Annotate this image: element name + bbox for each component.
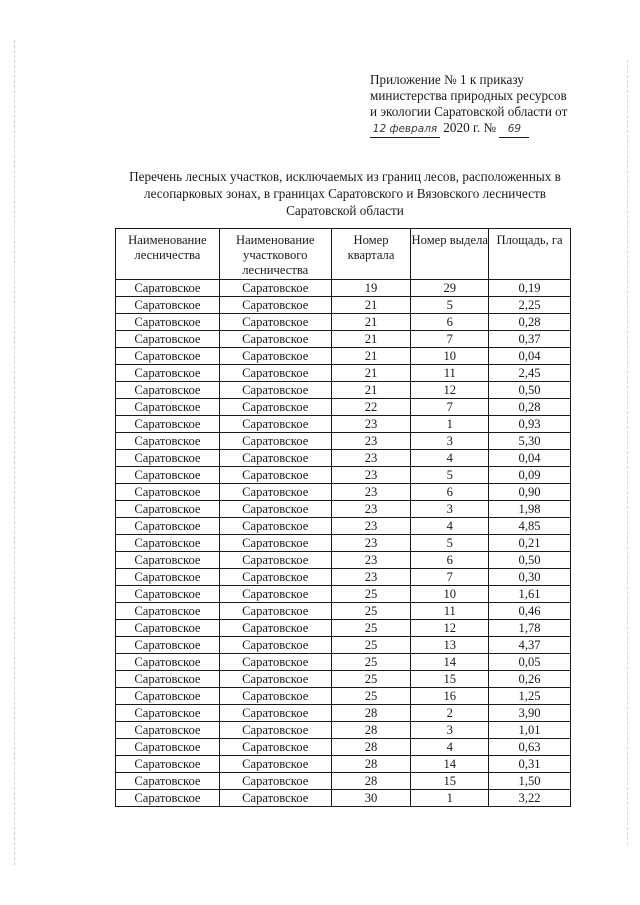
forestry-cell: Саратовское [116, 518, 220, 535]
allotment-cell: 15 [411, 773, 489, 790]
allotment-cell: 4 [411, 450, 489, 467]
forestry-cell: Саратовское [116, 331, 220, 348]
quarter-cell: 25 [331, 671, 411, 688]
district-forestry-cell: Саратовское [219, 416, 331, 433]
allotment-cell: 4 [411, 739, 489, 756]
forestry-cell: Саратовское [116, 756, 220, 773]
area-cell: 0,28 [489, 399, 571, 416]
appendix-line-1: Приложение № 1 к приказу [370, 72, 524, 87]
scan-edge-right [627, 60, 628, 845]
allotment-cell: 12 [411, 382, 489, 399]
area-cell: 0,93 [489, 416, 571, 433]
forestry-cell: Саратовское [116, 416, 220, 433]
table-row [116, 501, 571, 518]
appendix-year-text: 2020 г. № [443, 120, 497, 135]
area-cell: 0,63 [489, 739, 571, 756]
forestry-cell: Саратовское [116, 637, 220, 654]
allotment-cell: 4 [411, 518, 489, 535]
allotment-cell: 15 [411, 671, 489, 688]
area-cell: 0,30 [489, 569, 571, 586]
table-row [116, 484, 571, 501]
allotment-cell: 11 [411, 603, 489, 620]
table-row [116, 773, 571, 790]
district-forestry-cell: Саратовское [219, 297, 331, 314]
forestry-cell: Саратовское [116, 688, 220, 705]
allotment-cell: 12 [411, 620, 489, 637]
allotment-cell: 2 [411, 705, 489, 722]
quarter-cell: 23 [331, 518, 411, 535]
area-cell: 1,25 [489, 688, 571, 705]
quarter-cell: 23 [331, 467, 411, 484]
forestry-cell: Саратовское [116, 535, 220, 552]
table-row [116, 586, 571, 603]
allotment-cell: 7 [411, 569, 489, 586]
table-row [116, 467, 571, 484]
appendix-header [370, 72, 620, 138]
table-row [116, 552, 571, 569]
allotment-cell: 3 [411, 722, 489, 739]
allotment-cell: 13 [411, 637, 489, 654]
quarter-cell: 21 [331, 331, 411, 348]
table-row [116, 535, 571, 552]
quarter-cell: 23 [331, 484, 411, 501]
header-quarter-number: Номер квартала [331, 229, 411, 280]
area-cell: 0,90 [489, 484, 571, 501]
quarter-cell: 28 [331, 773, 411, 790]
area-cell: 0,26 [489, 671, 571, 688]
table-row [116, 654, 571, 671]
appendix-date-line [370, 120, 620, 138]
quarter-cell: 23 [331, 535, 411, 552]
table-row [116, 671, 571, 688]
allotment-cell: 7 [411, 399, 489, 416]
appendix-line-2: министерства природных ресурсов [370, 88, 567, 103]
table-row [116, 331, 571, 348]
area-cell: 4,37 [489, 637, 571, 654]
district-forestry-cell: Саратовское [219, 654, 331, 671]
title-line-3: Саратовской области [286, 203, 404, 218]
quarter-cell: 28 [331, 705, 411, 722]
forestry-cell: Саратовское [116, 773, 220, 790]
district-forestry-cell: Саратовское [219, 365, 331, 382]
document-title [110, 168, 580, 219]
district-forestry-cell: Саратовское [219, 518, 331, 535]
district-forestry-cell: Саратовское [219, 722, 331, 739]
forestry-cell: Саратовское [116, 450, 220, 467]
allotment-cell: 3 [411, 433, 489, 450]
allotment-cell: 14 [411, 654, 489, 671]
area-cell: 1,78 [489, 620, 571, 637]
allotment-cell: 5 [411, 467, 489, 484]
district-forestry-cell: Саратовское [219, 569, 331, 586]
forestry-cell: Саратовское [116, 433, 220, 450]
table-row [116, 416, 571, 433]
table-row [116, 569, 571, 586]
district-forestry-cell: Саратовское [219, 348, 331, 365]
quarter-cell: 28 [331, 739, 411, 756]
district-forestry-cell: Саратовское [219, 637, 331, 654]
table-row [116, 756, 571, 773]
scan-edge-left [14, 40, 15, 865]
district-forestry-cell: Саратовское [219, 433, 331, 450]
area-cell: 0,50 [489, 382, 571, 399]
district-forestry-cell: Саратовское [219, 790, 331, 807]
forestry-cell: Саратовское [116, 297, 220, 314]
quarter-cell: 25 [331, 637, 411, 654]
table-row [116, 790, 571, 807]
district-forestry-cell: Саратовское [219, 535, 331, 552]
area-cell: 0,21 [489, 535, 571, 552]
header-district-forestry: Наименование участкового лесничества [219, 229, 331, 280]
quarter-cell: 23 [331, 552, 411, 569]
area-cell: 1,61 [489, 586, 571, 603]
forestry-cell: Саратовское [116, 705, 220, 722]
district-forestry-cell: Саратовское [219, 739, 331, 756]
area-cell: 0,31 [489, 756, 571, 773]
table-body [116, 280, 571, 807]
quarter-cell: 25 [331, 620, 411, 637]
area-cell: 0,28 [489, 314, 571, 331]
district-forestry-cell: Саратовское [219, 552, 331, 569]
area-cell: 0,50 [489, 552, 571, 569]
district-forestry-cell: Саратовское [219, 671, 331, 688]
area-cell: 0,04 [489, 348, 571, 365]
district-forestry-cell: Саратовское [219, 586, 331, 603]
table-row [116, 722, 571, 739]
quarter-cell: 23 [331, 501, 411, 518]
district-forestry-cell: Саратовское [219, 756, 331, 773]
allotment-cell: 6 [411, 552, 489, 569]
allotment-cell: 10 [411, 586, 489, 603]
forestry-cell: Саратовское [116, 501, 220, 518]
area-cell: 1,50 [489, 773, 571, 790]
area-cell: 1,98 [489, 501, 571, 518]
handwritten-order-number: 69 [499, 121, 529, 138]
quarter-cell: 21 [331, 382, 411, 399]
header-allotment-number: Номер выдела [411, 229, 489, 280]
district-forestry-cell: Саратовское [219, 399, 331, 416]
forestry-cell: Саратовское [116, 399, 220, 416]
area-cell: 1,01 [489, 722, 571, 739]
area-cell: 3,90 [489, 705, 571, 722]
forestry-cell: Саратовское [116, 365, 220, 382]
table-row [116, 637, 571, 654]
forestry-cell: Саратовское [116, 280, 220, 297]
area-cell: 2,25 [489, 297, 571, 314]
area-cell: 0,04 [489, 450, 571, 467]
table-row [116, 450, 571, 467]
appendix-line-3: и экологии Саратовской области от [370, 104, 568, 119]
area-cell: 0,46 [489, 603, 571, 620]
area-cell: 0,09 [489, 467, 571, 484]
quarter-cell: 25 [331, 586, 411, 603]
quarter-cell: 21 [331, 348, 411, 365]
forestry-cell: Саратовское [116, 467, 220, 484]
district-forestry-cell: Саратовское [219, 603, 331, 620]
quarter-cell: 19 [331, 280, 411, 297]
forest-plots-table [115, 228, 571, 807]
quarter-cell: 21 [331, 314, 411, 331]
forestry-cell: Саратовское [116, 603, 220, 620]
header-area-ha: Площадь, га [489, 229, 571, 280]
district-forestry-cell: Саратовское [219, 773, 331, 790]
district-forestry-cell: Саратовское [219, 382, 331, 399]
quarter-cell: 21 [331, 365, 411, 382]
district-forestry-cell: Саратовское [219, 620, 331, 637]
district-forestry-cell: Саратовское [219, 450, 331, 467]
area-cell: 0,37 [489, 331, 571, 348]
forestry-cell: Саратовское [116, 739, 220, 756]
district-forestry-cell: Саратовское [219, 705, 331, 722]
quarter-cell: 25 [331, 603, 411, 620]
area-cell: 5,30 [489, 433, 571, 450]
title-line-1: Перечень лесных участков, исключаемых из границ лесов, расположенных в [129, 169, 561, 184]
table-row [116, 297, 571, 314]
forestry-cell: Саратовское [116, 484, 220, 501]
quarter-cell: 21 [331, 297, 411, 314]
forestry-cell: Саратовское [116, 569, 220, 586]
area-cell: 2,45 [489, 365, 571, 382]
allotment-cell: 11 [411, 365, 489, 382]
title-line-2: лесопарковых зонах, в границах Саратовского и Вязовского лесничеств [143, 186, 547, 201]
allotment-cell: 7 [411, 331, 489, 348]
allotment-cell: 6 [411, 314, 489, 331]
quarter-cell: 30 [331, 790, 411, 807]
allotment-cell: 29 [411, 280, 489, 297]
allotment-cell: 1 [411, 416, 489, 433]
quarter-cell: 28 [331, 722, 411, 739]
allotment-cell: 5 [411, 297, 489, 314]
district-forestry-cell: Саратовское [219, 314, 331, 331]
area-cell: 0,05 [489, 654, 571, 671]
district-forestry-cell: Саратовское [219, 688, 331, 705]
district-forestry-cell: Саратовское [219, 331, 331, 348]
quarter-cell: 23 [331, 416, 411, 433]
table-row [116, 705, 571, 722]
forestry-cell: Саратовское [116, 382, 220, 399]
allotment-cell: 14 [411, 756, 489, 773]
table-row [116, 620, 571, 637]
table-row [116, 433, 571, 450]
table-row [116, 518, 571, 535]
allotment-cell: 16 [411, 688, 489, 705]
area-cell: 4,85 [489, 518, 571, 535]
quarter-cell: 22 [331, 399, 411, 416]
table-row [116, 688, 571, 705]
forestry-cell: Саратовское [116, 348, 220, 365]
table-row [116, 739, 571, 756]
handwritten-date: 12 февраля [370, 121, 440, 138]
header-forestry: Наименование лесничества [116, 229, 220, 280]
quarter-cell: 23 [331, 433, 411, 450]
forestry-cell: Саратовское [116, 314, 220, 331]
forestry-cell: Саратовское [116, 790, 220, 807]
quarter-cell: 23 [331, 569, 411, 586]
allotment-cell: 3 [411, 501, 489, 518]
table-row [116, 603, 571, 620]
allotment-cell: 6 [411, 484, 489, 501]
allotment-cell: 1 [411, 790, 489, 807]
district-forestry-cell: Саратовское [219, 484, 331, 501]
forestry-cell: Саратовское [116, 586, 220, 603]
district-forestry-cell: Саратовское [219, 501, 331, 518]
forestry-cell: Саратовское [116, 671, 220, 688]
allotment-cell: 10 [411, 348, 489, 365]
table-row [116, 365, 571, 382]
table-row [116, 348, 571, 365]
quarter-cell: 25 [331, 654, 411, 671]
area-cell: 3,22 [489, 790, 571, 807]
allotment-cell: 5 [411, 535, 489, 552]
table-row [116, 314, 571, 331]
forestry-cell: Саратовское [116, 620, 220, 637]
forestry-cell: Саратовское [116, 722, 220, 739]
table-row [116, 382, 571, 399]
quarter-cell: 23 [331, 450, 411, 467]
forestry-cell: Саратовское [116, 552, 220, 569]
table-row [116, 280, 571, 297]
quarter-cell: 28 [331, 756, 411, 773]
table-row [116, 399, 571, 416]
district-forestry-cell: Саратовское [219, 280, 331, 297]
district-forestry-cell: Саратовское [219, 467, 331, 484]
quarter-cell: 25 [331, 688, 411, 705]
area-cell: 0,19 [489, 280, 571, 297]
forestry-cell: Саратовское [116, 654, 220, 671]
table-header-row [116, 229, 571, 280]
